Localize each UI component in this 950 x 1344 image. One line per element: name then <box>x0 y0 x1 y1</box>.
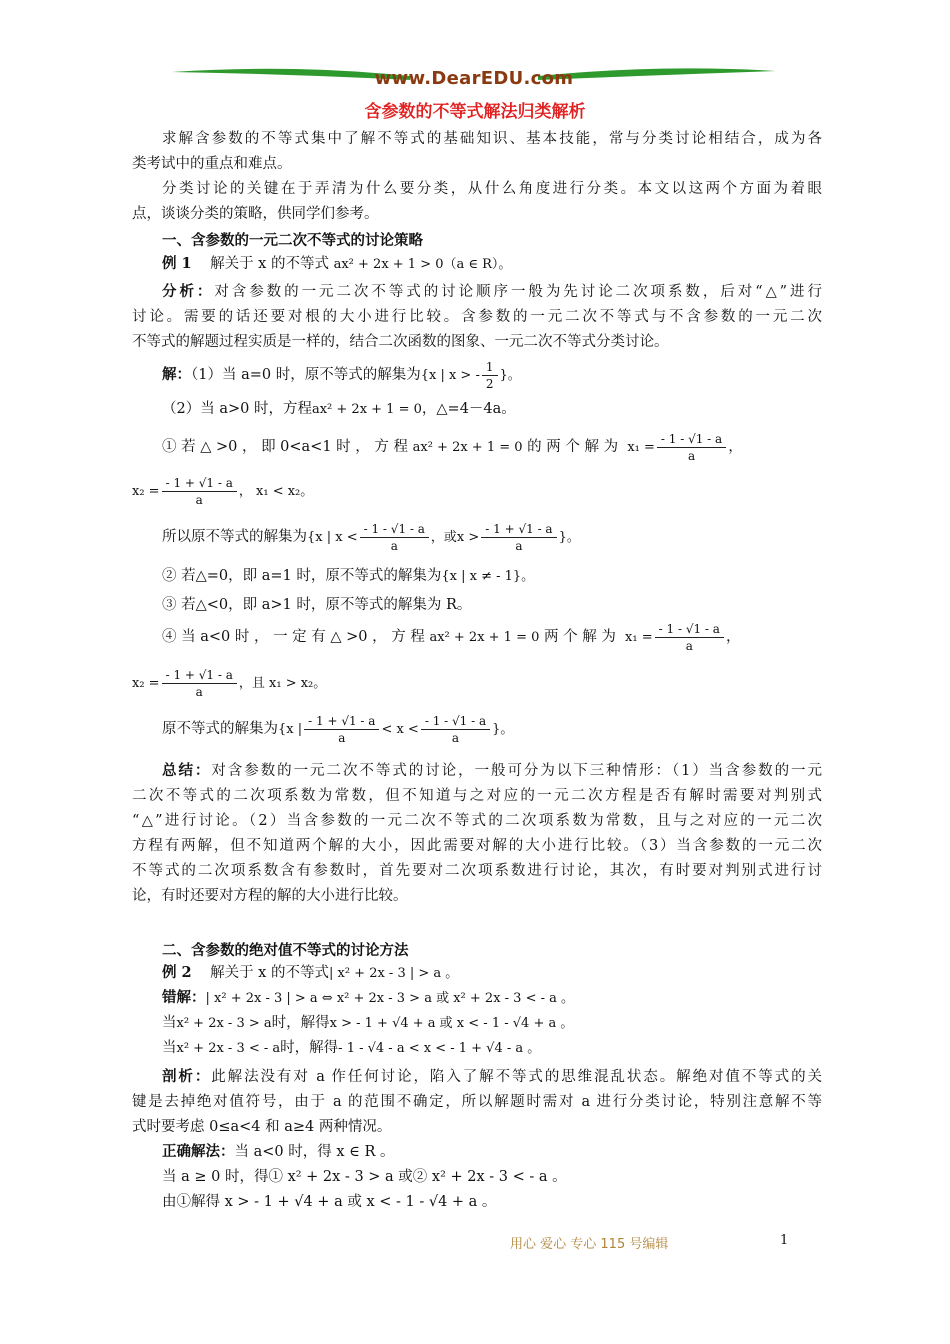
set-math: {x | <box>278 722 303 737</box>
root-fraction <box>360 521 429 554</box>
intro-line: 求解含参数的不等式集中了解不等式的基础知识、基本技能，常与分类讨论相结合，成为各 <box>162 131 822 147</box>
solution-set-1 <box>162 518 822 557</box>
correct-solution-line: 由①解得 x > - 1 + √4 + a 或 x < - 1 - √4 + a 。 <box>162 1194 497 1210</box>
fraction-num: - 1 + √1 - a <box>481 521 556 538</box>
root-fraction <box>162 475 237 508</box>
math: x > - 1 + √4 + a 或 x < - 1 - √4 + a 。 <box>329 1016 574 1031</box>
fraction-den: a <box>515 538 523 553</box>
example-2 <box>162 962 822 985</box>
correct-solution-line: 当 a ≥ 0 时，得① x² + 2x - 3 > a 或② x² + 2x - 3 < - a 。 <box>162 1169 567 1185</box>
text: 时，解得 <box>271 1015 330 1031</box>
sol-text: （1）当 a=0 时，原不等式的解集为 <box>191 367 421 383</box>
case-text: 两 个 解 为 <box>544 629 616 645</box>
analysis-line: 不等式的解题过程实质是一样的，结合二次函数的图象、一元二次不等式分类讨论。 <box>132 334 669 350</box>
critique-line: 式时要考虑 0≤a<4 和 a≥4 两种情况。 <box>132 1119 392 1135</box>
fraction-num: 1 <box>482 359 498 376</box>
fraction-num: - 1 - √1 - a <box>360 521 429 538</box>
analysis-line: 讨论。需要的话还要对根的大小进行比较。含参数的一元二次不等式与不含参数的一元二次 <box>132 309 822 325</box>
wrong-solution-line <box>162 987 822 1010</box>
fraction-num: - 1 - √1 - a <box>657 431 726 448</box>
intro-line: 分类讨论的关键在于弄清为什么要分类，从什么角度进行分类。本文以这两个方面为着眼 <box>162 181 822 197</box>
root-fraction <box>481 521 556 554</box>
root-fraction <box>162 667 237 700</box>
x1-label: x₁ = <box>625 630 653 645</box>
correct-label: 正确解法： <box>162 1143 235 1160</box>
document-title: 含参数的不等式解法归类解析 <box>364 102 586 122</box>
page-number: 1 <box>780 1233 789 1248</box>
section-heading: 二、含参数的绝对值不等式的讨论方法 <box>162 942 409 959</box>
case-3-line: ③ 若△<0，即 a>1 时，原不等式的解集为 R。 <box>162 597 472 613</box>
sol-set: {x | x > - <box>420 368 480 383</box>
critique-line: 键是去掉绝对值符号，由于 a 的范围不确定，所以解题时需对 a 进行分类讨论，特别注意解不等 <box>132 1094 822 1110</box>
fraction-num: - 1 - √1 - a <box>421 713 490 730</box>
case-4-line: ④ 当 a<0 时 ， 一 定 有 △ >0 ， 方 程 ax² + 2x + 1 = 0 两 个 解 为 x₁ = $\frac{- 1 - √1 - a}{a}$ ， <box>162 621 741 653</box>
fraction-half <box>482 359 498 392</box>
root-fraction <box>421 713 490 746</box>
equation: ax² + 2x + 1 = 0 <box>429 630 540 645</box>
example-label: 例 1 <box>162 255 192 272</box>
case-1-line: ① 若 △ >0 ， 即 0<a<1 时 ， 方 程 ax² + 2x + 1 = 0 的 两 个 解 为 x₁ = $\frac{- 1 - √1 - a}{a}$ ， <box>162 431 743 463</box>
summary-label: 总结： <box>162 762 212 779</box>
math-line: | x² + 2x - 3 | > a ⇔ x² + 2x - 3 > a 或 x² + 2x - 3 < - a 。 <box>205 991 575 1006</box>
solution-label: 解： <box>162 366 191 383</box>
page-header-banner <box>170 62 778 92</box>
text: 当 <box>162 1015 177 1031</box>
wrong-solution-line <box>162 1012 822 1035</box>
case-text: ④ 当 a<0 时 ， 一 定 有 △ >0 ， 方 程 <box>162 629 425 645</box>
set-text: 所以原不等式的解集为 <box>162 529 307 545</box>
case-text: ② 若△=0，即 a=1 时，原不等式的解集为 <box>162 568 442 584</box>
fraction-num: - 1 + √1 - a <box>162 475 237 492</box>
x1-label: x₁ = <box>627 440 655 455</box>
sol-text: （2）当 a>0 时，方程 <box>162 401 312 417</box>
intro-line: 类考试中的重点和难点。 <box>132 156 292 172</box>
critique-label: 剖析： <box>162 1068 212 1085</box>
root-fraction <box>655 621 724 654</box>
wrong-label: 错解： <box>162 989 206 1006</box>
math: x² + 2x - 3 > a <box>176 1016 272 1031</box>
case-1-x2-line <box>132 472 822 511</box>
example-text: 解关于 x 的不等式 <box>210 256 329 272</box>
set-math: < x < <box>381 722 419 737</box>
case-4-x2-line <box>132 664 822 703</box>
analysis-line <box>162 281 822 303</box>
summary-line: 方程有两解，但不知道两个解的大小，因此需要对解的大小进行比较。（3）当含参数的一元二次 <box>132 838 822 854</box>
example-math: | x² + 2x - 3 | > a 。 <box>328 966 459 981</box>
example-1 <box>162 253 822 276</box>
math: x² + 2x - 3 < - a <box>176 1041 281 1056</box>
math: - 1 - √4 - a < x < - 1 + √4 - a 。 <box>338 1041 541 1056</box>
root-fraction <box>304 713 379 746</box>
fraction-den: a <box>685 638 693 653</box>
fraction-den: a <box>195 492 203 507</box>
case-2-line <box>162 565 822 588</box>
fraction-den: a <box>195 684 203 699</box>
footer-text: 用心 爱心 专心 115 号编辑 <box>510 1237 669 1252</box>
example-text: 解关于 x 的不等式 <box>210 965 329 981</box>
root-fraction <box>657 431 726 464</box>
summary-text: 对含参数的一元二次不等式的讨论，一般可分为以下三种情形：（1）当含参数的一元 <box>211 763 822 779</box>
summary-line: 不等式的二次项系数含有参数时，首先要对二次项系数进行讨论，其次，有时要对判别式进行讨 <box>132 863 822 879</box>
set-math: }。 <box>492 722 514 737</box>
text: 时，解得 <box>280 1040 339 1056</box>
analysis-text: 对含参数的一元二次不等式的讨论顺序一般为先讨论二次项系数，后对“△”进行 <box>214 284 822 300</box>
fraction-den: a <box>338 730 346 745</box>
set-math: ，或x > <box>430 530 480 545</box>
equation: ax² + 2x + 1 = 0 <box>412 440 523 455</box>
case-text: 的 两 个 解 为 <box>527 439 619 455</box>
sol-text: ，△=4－4a。 <box>421 401 516 417</box>
fraction-den: 2 <box>485 376 494 391</box>
order-text: ， x₁ < x₂。 <box>238 484 314 499</box>
critique-line <box>162 1066 822 1088</box>
text: 当 <box>162 1040 177 1056</box>
x2-label: x₂ = <box>132 676 160 691</box>
equation: ax² + 2x + 1 = 0 <box>311 402 422 417</box>
critique-text: 此解法没有对 a 作任何讨论，陷入了解不等式的思维混乱状态。解绝对值不等式的关 <box>211 1069 822 1085</box>
case-text: ① 若 △ >0 ， 即 0<a<1 时 ， 方 程 <box>162 439 409 455</box>
solution-case-a-pos <box>162 398 822 421</box>
order-text: ，且 x₁ > x₂。 <box>238 676 327 691</box>
site-name: www.DearEDU.com <box>374 68 574 89</box>
summary-line: 二次不等式的二次项系数为常数，但不知道与之对应的一元二次方程是否有解时需要对判别式 <box>132 788 822 804</box>
fraction-den: a <box>451 730 460 745</box>
set-text: 原不等式的解集为 <box>162 721 278 737</box>
intro-line: 点，谈谈分类的策略，供同学们参考。 <box>132 206 379 222</box>
fraction-num: - 1 + √1 - a <box>304 713 379 730</box>
analysis-label: 分析： <box>162 283 215 300</box>
correct-solution-line <box>162 1141 822 1163</box>
x2-label: x₂ = <box>132 484 160 499</box>
summary-line: 论，有时还要对方程的解的大小进行比较。 <box>132 888 408 904</box>
sol-set-end: }。 <box>499 368 521 383</box>
wrong-solution-line <box>162 1037 822 1060</box>
set-math: {x | x < <box>307 530 358 545</box>
summary-line: “△”进行讨论。（2）当含参数的一元二次不等式的二次项系数为常数，且与之对应的一元二次 <box>132 813 822 829</box>
section-heading: 一、含参数的一元二次不等式的讨论策略 <box>162 232 423 249</box>
example-math: ax² + 2x + 1 > 0（a ∈ R）。 <box>333 257 512 272</box>
fraction-num: - 1 - √1 - a <box>655 621 724 638</box>
example-label: 例 2 <box>162 964 192 981</box>
set-math: }。 <box>558 530 580 545</box>
fraction-den: a <box>390 538 398 553</box>
set-math: {x | x ≠ - 1}。 <box>441 569 535 584</box>
summary-line <box>162 760 822 782</box>
solution-set-2 <box>162 710 822 749</box>
fraction-den: a <box>687 448 696 463</box>
fraction-num: - 1 + √1 - a <box>162 667 237 684</box>
text: 当 a<0 时，得 x ∈ R 。 <box>234 1144 395 1160</box>
solution-case-0 <box>162 356 822 395</box>
